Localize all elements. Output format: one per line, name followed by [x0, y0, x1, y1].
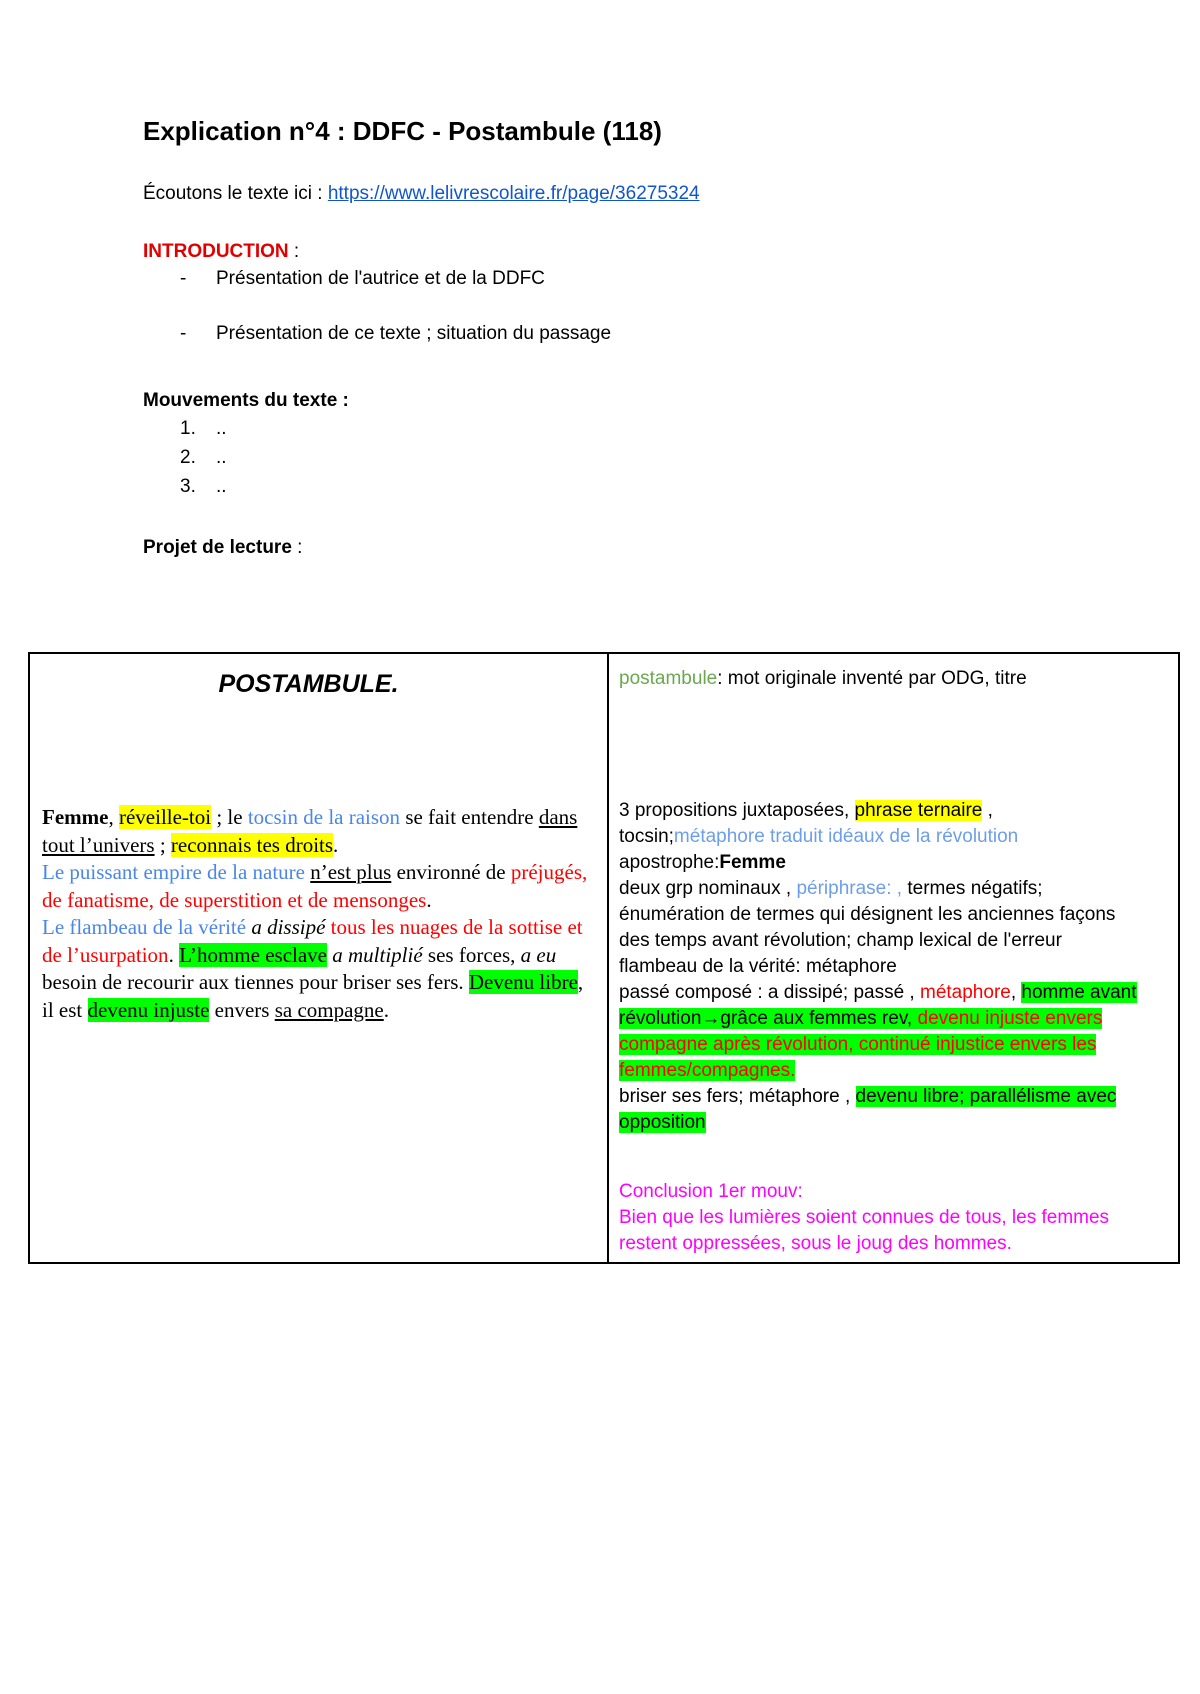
poem-span: .	[426, 887, 432, 912]
intro-suffix: :	[288, 241, 300, 262]
note-span: passé composé : a dissipé; passé ,	[619, 982, 920, 1003]
movement-text: ..	[216, 476, 227, 497]
poem-span: a eu	[520, 942, 557, 967]
movement-item	[180, 447, 227, 469]
project-heading	[143, 537, 302, 559]
movement-number: 2.	[180, 447, 196, 468]
poem-span: Femme	[42, 805, 109, 829]
note-span: périphrase: ,	[796, 878, 903, 899]
note-span: métaphore traduit idéaux de la révolution	[673, 826, 1019, 847]
note-span: Femme	[719, 852, 786, 873]
conclusion-text: Bien que les lumières soient connues de tous, les femmes restent oppressées, sous le joug des hommes.	[619, 1207, 1110, 1254]
intro-item	[180, 268, 545, 290]
poem-span: .	[333, 832, 339, 857]
note-span: homme avant révolution→grâce aux femmes rev,	[619, 982, 1137, 1029]
poem-span: n’est plus	[310, 860, 392, 884]
poem-span: besoin de recourir aux tiennes pour briser ses fers.	[42, 970, 469, 994]
poem-span: dans tout l’univers	[42, 805, 578, 857]
movement-item	[180, 418, 227, 440]
listen-prefix: Écoutons le texte ici :	[143, 183, 328, 204]
intro-item-text: Présentation de ce texte ; situation du passage	[216, 323, 612, 344]
note-span: phrase ternaire	[854, 800, 983, 821]
dash-bullet: -	[180, 268, 187, 289]
note-span: : mot originale inventé par ODG, titre	[717, 668, 1027, 689]
movement-item	[180, 476, 227, 498]
analysis-table	[28, 652, 1180, 1264]
listen-line	[143, 183, 700, 205]
poem-span: Le flambeau de la vérité	[42, 915, 247, 939]
text-cell	[30, 654, 609, 1262]
poem-span: Devenu libre	[468, 970, 578, 994]
movement-number: 3.	[180, 476, 196, 497]
analysis-notes	[619, 798, 1144, 1136]
note-span: métaphore	[920, 982, 1011, 1003]
movement-text: ..	[216, 418, 227, 439]
note-span: termes négatifs;	[902, 878, 1043, 899]
conclusion-title: Conclusion 1er mouv:	[619, 1181, 803, 1202]
note-span: postambule	[619, 668, 718, 689]
intro-heading	[143, 241, 299, 263]
project-suffix: :	[291, 537, 303, 558]
project-label: Projet de lecture	[143, 537, 292, 558]
movement-number: 1.	[180, 418, 196, 439]
note-span: flambeau de la vérité: métaphore	[619, 956, 897, 977]
poem-span: , il est	[42, 970, 584, 1022]
poem-span: a dissipé	[251, 915, 326, 939]
poem-span: devenu injuste	[87, 997, 210, 1022]
poem-span: .	[383, 997, 389, 1022]
poem-span: tocsin de la raison	[247, 805, 401, 829]
poem-span: sa compagne	[274, 997, 384, 1022]
poem-span: L’homme esclave	[179, 942, 327, 967]
poem-span: Le puissant empire de la nature	[42, 860, 305, 884]
poem-span: reconnais tes droits	[170, 832, 334, 857]
intro-label: INTRODUCTION	[143, 241, 289, 262]
note-span: apostrophe:	[619, 852, 720, 873]
note-span: briser ses fers; métaphore ,	[619, 1086, 856, 1107]
poem-span: réveille-toi	[118, 805, 212, 829]
note-span: tocsin;	[619, 826, 674, 847]
poem-span: ,	[108, 805, 119, 829]
note-span: énumération de termes qui désignent les anciennes façons des temps avant révolution; champ lexical de l'erreur	[619, 904, 1116, 951]
intro-item-text: Présentation de l'autrice et de la DDFC	[216, 268, 545, 289]
poem-span: .	[168, 942, 180, 967]
poem-span: environné de	[391, 860, 511, 884]
movements-heading: Mouvements du texte :	[143, 390, 349, 411]
postambule-text	[42, 804, 592, 1024]
notes-cell	[609, 654, 1178, 1262]
poem-span: ses forces,	[422, 942, 521, 967]
document-title: Explication n°4 : DDFC - Postambule (118)	[143, 116, 662, 146]
audio-link[interactable]: https://www.lelivrescolaire.fr/page/36275324	[327, 183, 700, 204]
poem-span: a multiplié	[332, 942, 423, 967]
poem-span: préjugés, de fanatisme, de superstition et de mensonges	[42, 860, 588, 912]
note-span: 3 propositions juxtaposées,	[619, 800, 855, 821]
poem-span: tous les nuages de la sottise et de l’usurpation	[42, 915, 583, 967]
dash-bullet: -	[180, 323, 187, 344]
poem-span: envers	[209, 997, 275, 1022]
poem-span: ; le	[211, 805, 248, 829]
poem-span: se fait entendre	[400, 805, 539, 829]
postambule-title: POSTAMBULE.	[218, 670, 399, 698]
poem-span: ;	[154, 832, 171, 857]
intro-item	[180, 323, 611, 345]
note-span: deux grp nominaux ,	[619, 878, 797, 899]
postambule-note	[619, 667, 1168, 691]
note-span: devenu injuste envers compagne après révolution, continué injustice envers les femmes/compagnes.	[619, 1008, 1103, 1081]
note-span: ,	[982, 800, 993, 821]
movement-text: ..	[216, 447, 227, 468]
conclusion-note	[619, 1179, 1154, 1257]
note-span: ,	[1010, 982, 1022, 1003]
note-span: devenu libre; parallélisme avec opposition	[619, 1086, 1117, 1133]
